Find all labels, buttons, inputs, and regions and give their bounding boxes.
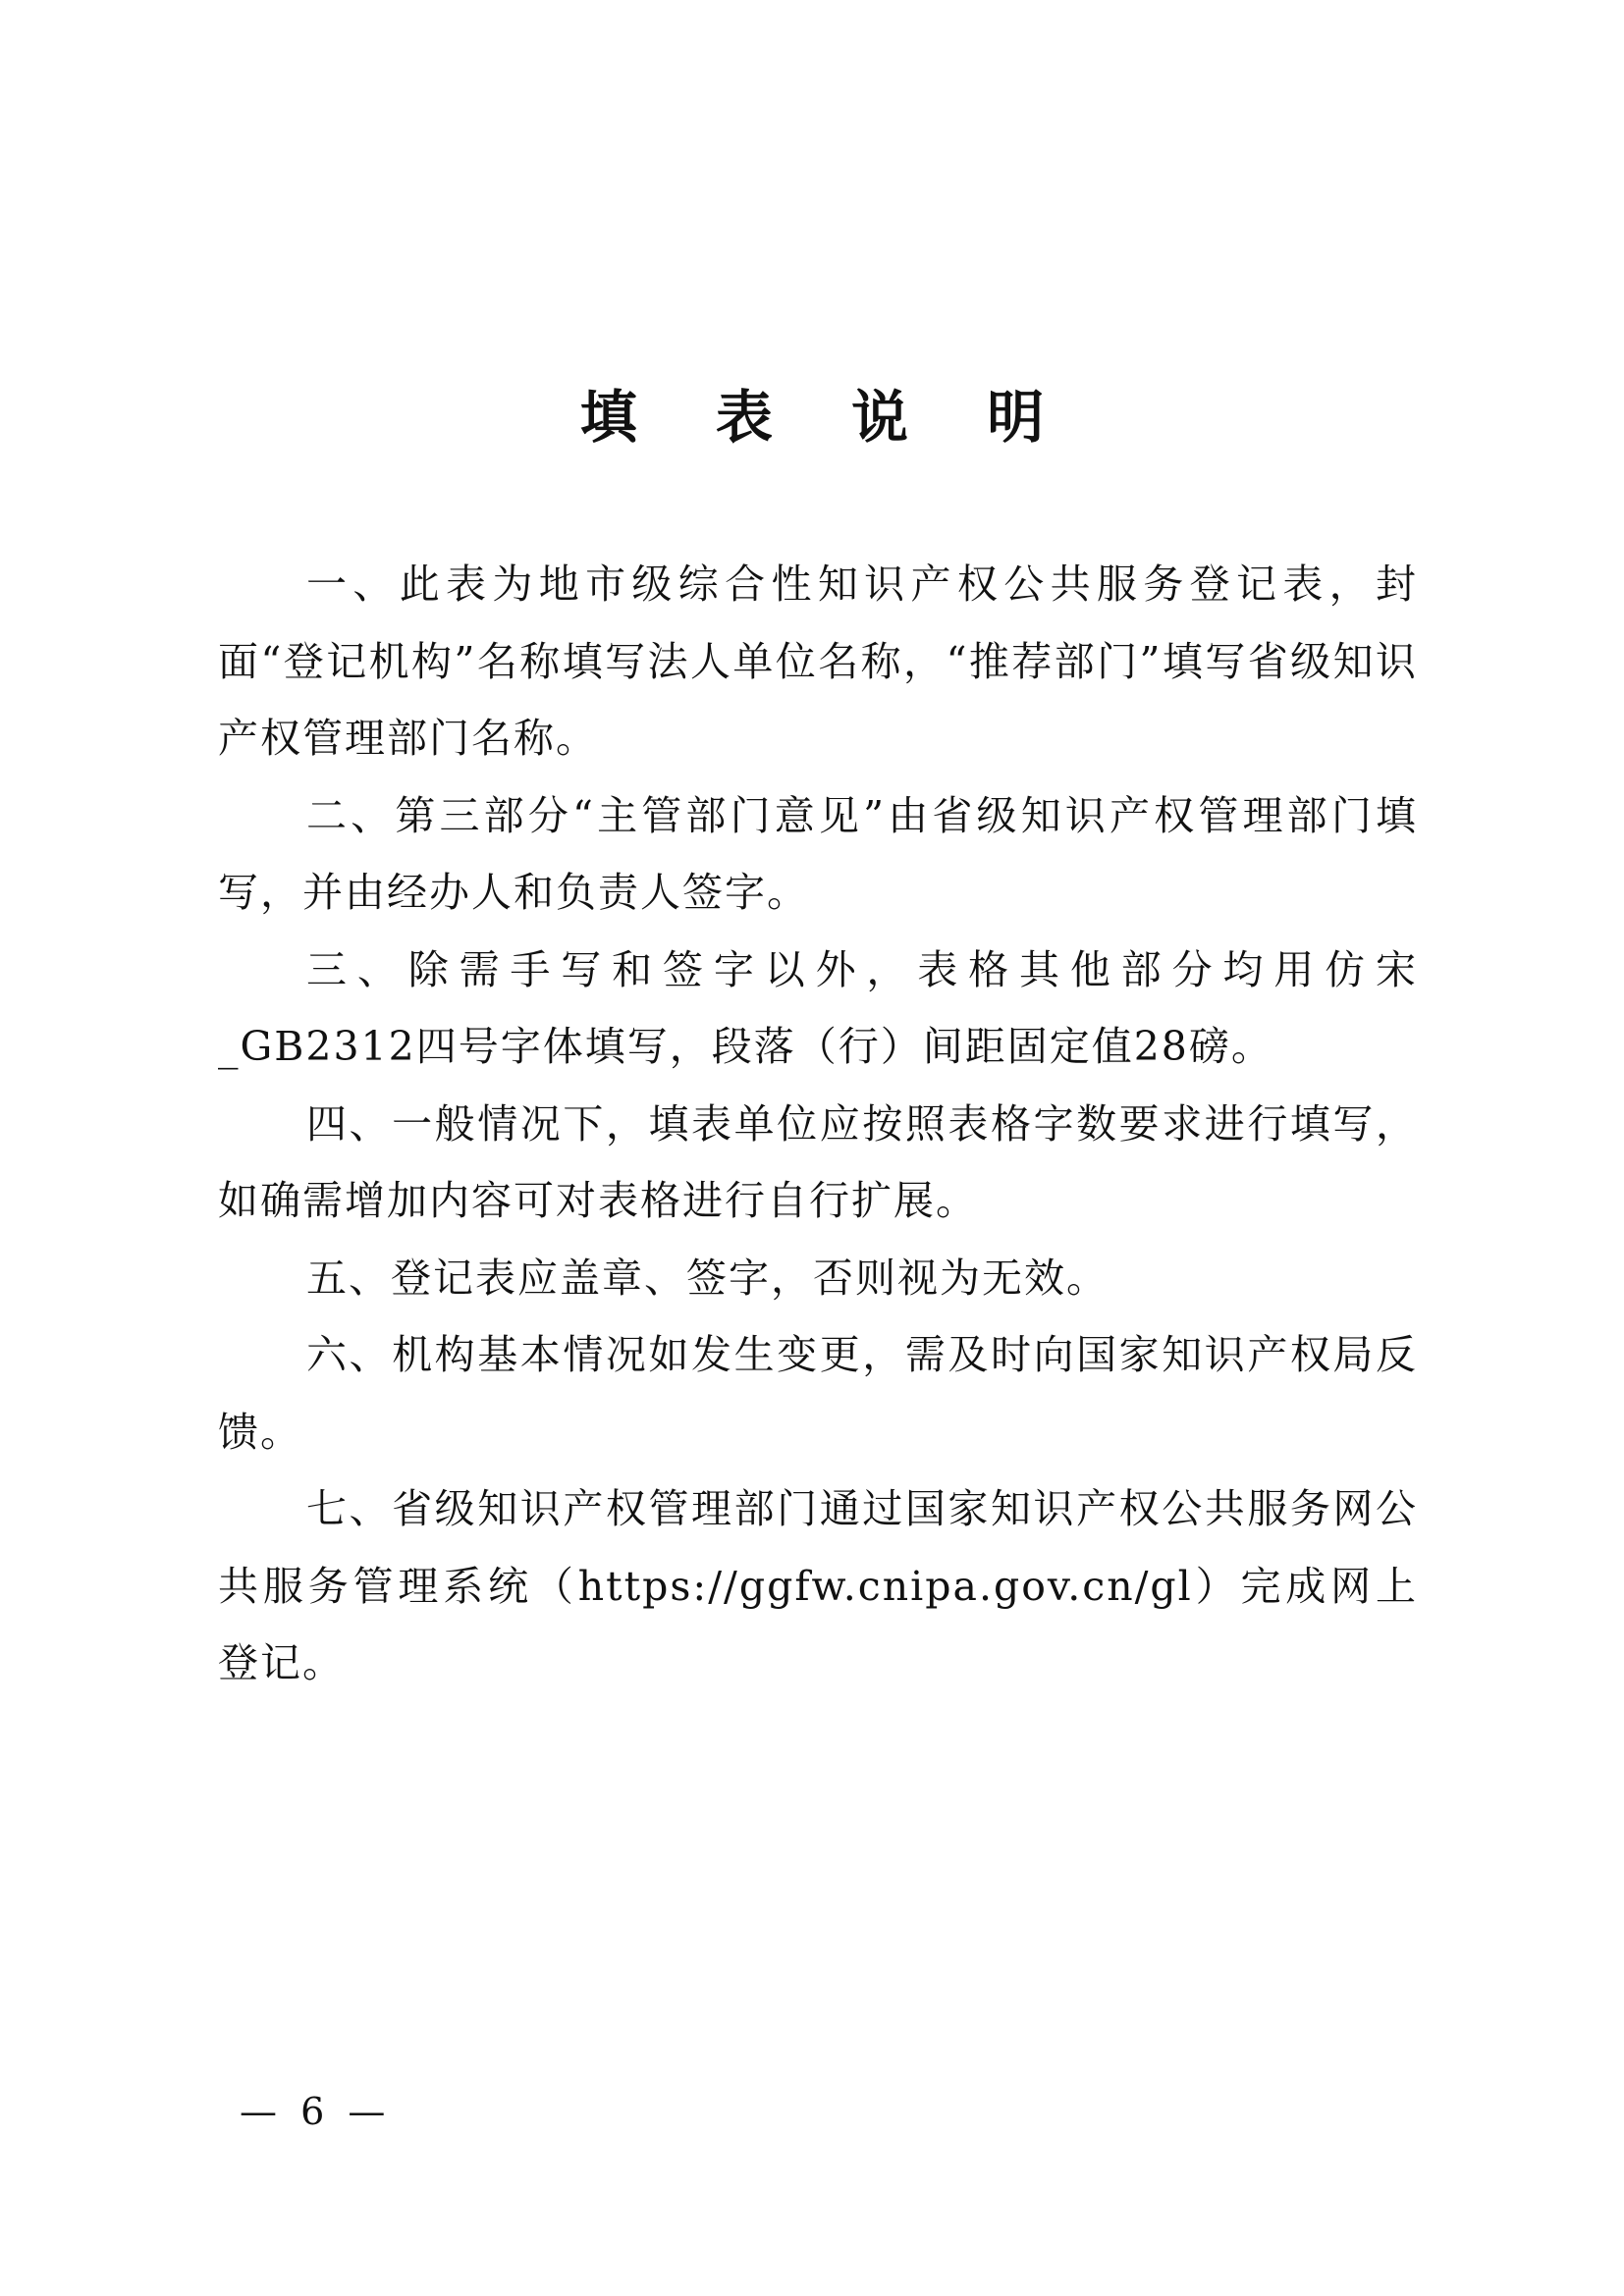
instructions-body <box>218 546 1418 1702</box>
instruction-paragraph-7: 七、省级知识产权管理部门通过国家知识产权公共服务网公共服务管理系统（https://ggfw.cnipa.gov.cn/gl）完成网上登记。 <box>218 1485 1418 1686</box>
instruction-paragraph-2: 二、第三部分“主管部门意见”由省级知识产权管理部门填写，并由经办人和负责人签字。 <box>218 791 1418 916</box>
page-number: — 6 — <box>240 2090 392 2133</box>
instruction-paragraph-4: 四、一般情况下，填表单位应按照表格字数要求进行填写，如确需增加内容可对表格进行自行扩展。 <box>218 1099 1418 1224</box>
instruction-paragraph-5: 五、登记表应盖章、签字，否则视为无效。 <box>306 1254 1109 1302</box>
page-title: 填 表 说 明 <box>579 384 1074 451</box>
instruction-paragraph-6: 六、机构基本情况如发生变更，需及时向国家知识产权局反馈。 <box>218 1331 1418 1456</box>
instruction-paragraph-3: 三、除需手写和签字以外，表格其他部分均用仿宋_GB2312四号字体填写，段落（行）间距固定值28磅。 <box>218 945 1418 1070</box>
instruction-paragraph-1: 一、此表为地市级综合性知识产权公共服务登记表，封面“登记机构”名称填写法人单位名称，“推荐部门”填写省级知识产权管理部门名称。 <box>218 561 1418 762</box>
